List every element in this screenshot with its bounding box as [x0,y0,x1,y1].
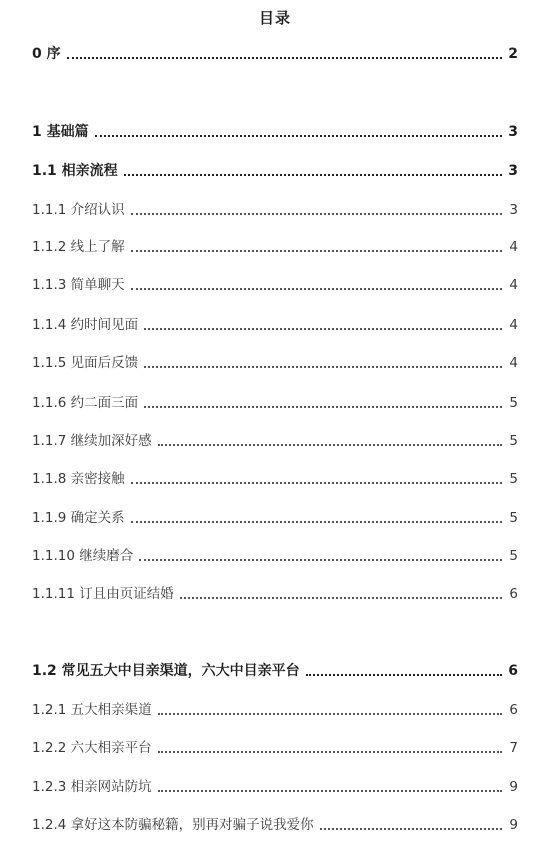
dot-leader [144,327,502,330]
toc-entry-1-1-6 [32,391,518,413]
toc-entry-page: 4 [509,355,518,371]
dot-leader [131,520,502,523]
toc-entry-label: 1.2.4 拿好这本防骗秘籍，别再对骗子说我爱你 [32,817,314,833]
toc-entry-label: 1.2.1 五大相亲渠道 [32,702,152,718]
toc-entry-label: 1.1.3 简单聊天 [32,277,125,293]
dot-leader [158,443,502,446]
dot-leader [144,365,502,368]
dot-leader [95,134,502,137]
dot-leader [131,212,502,215]
toc-entry-page: 6 [509,702,518,718]
toc-entry-page: 3 [508,124,518,140]
toc-entry-page: 5 [509,471,518,487]
toc-entry-1-1-7 [32,429,518,451]
dot-leader [67,56,502,59]
toc-entry-1-1-9 [32,506,518,528]
toc-entry-label: 1 基础篇 [32,124,89,140]
dot-leader [131,287,502,290]
toc-entry-page: 3 [509,202,518,218]
toc-entry-page: 4 [509,277,518,293]
toc-title: 目录 [258,9,291,27]
toc-entry-page: 6 [509,586,518,602]
dot-leader [139,558,502,561]
toc-entry-1-2-2 [32,736,518,758]
toc-entry-page: 4 [509,239,518,255]
toc-entry-label: 1.1 相亲流程 [32,163,118,179]
toc-entry-page: 5 [509,548,518,564]
toc-entry-page: 3 [508,163,518,179]
toc-entry-1-1-11 [32,582,518,604]
dot-leader [158,789,502,792]
dot-leader [180,596,502,599]
toc-entry-1-1-4 [32,313,518,335]
toc-entry-page: 7 [509,740,518,756]
toc-entry-label: 1.1.1 介绍认识 [32,202,125,218]
toc-entry-1-1-10 [32,544,518,566]
toc-entry-page: 5 [509,433,518,449]
toc-entry-1-1 [32,159,518,181]
toc-entry-1-1-2 [32,235,518,257]
toc-entry-label: 1.1.4 约时间见面 [32,317,139,333]
toc-entry-1-1-3 [32,273,518,295]
toc-entry-label: 1.1.10 继续磨合 [32,548,134,564]
toc-entry-page: 5 [509,395,518,411]
toc-entry-1-2 [32,659,518,681]
toc-entry-1-1-8 [32,467,518,489]
toc-entry-label: 1.1.7 继续加深好感 [32,433,152,449]
toc-entry-label: 1.2 常见五大中目亲渠道，六大中目亲平台 [32,663,300,679]
dot-leader [131,481,502,484]
toc-entry-label: 1.1.6 约二面三面 [32,395,139,411]
dot-leader [158,750,502,753]
toc-entry-page: 9 [509,817,518,833]
toc-entry-1-2-1 [32,698,518,720]
toc-entry-label: 1.1.11 订且由页证结婚 [32,586,174,602]
toc-entry-label: 1.1.5 见面后反馈 [32,355,139,371]
toc-entry-basics [32,120,518,142]
toc-entry-label: 0 序 [32,46,61,62]
toc-entry-1-2-3 [32,775,518,797]
toc-entry-preface [32,42,518,64]
toc-entry-page: 2 [508,46,518,62]
dot-leader [144,405,502,408]
toc-entry-page: 9 [509,779,518,795]
toc-entry-label: 1.1.2 线上了解 [32,239,125,255]
toc-entry-label: 1.2.3 相亲网站防坑 [32,779,152,795]
toc-entry-label: 1.1.9 确定关系 [32,510,125,526]
dot-leader [131,249,502,252]
toc-entry-1-1-5 [32,351,518,373]
dot-leader [306,673,502,676]
toc-entry-page: 6 [508,663,518,679]
toc-entry-1-1-1 [32,198,518,220]
dot-leader [158,712,502,715]
dot-leader [320,827,502,830]
toc-entry-page: 5 [509,510,518,526]
toc-entry-page: 4 [509,317,518,333]
toc-entry-1-2-4 [32,813,518,835]
toc-entry-label: 1.2.2 六大相亲平台 [32,740,152,756]
dot-leader [124,173,502,176]
toc-entry-label: 1.1.8 亲密接触 [32,471,125,487]
